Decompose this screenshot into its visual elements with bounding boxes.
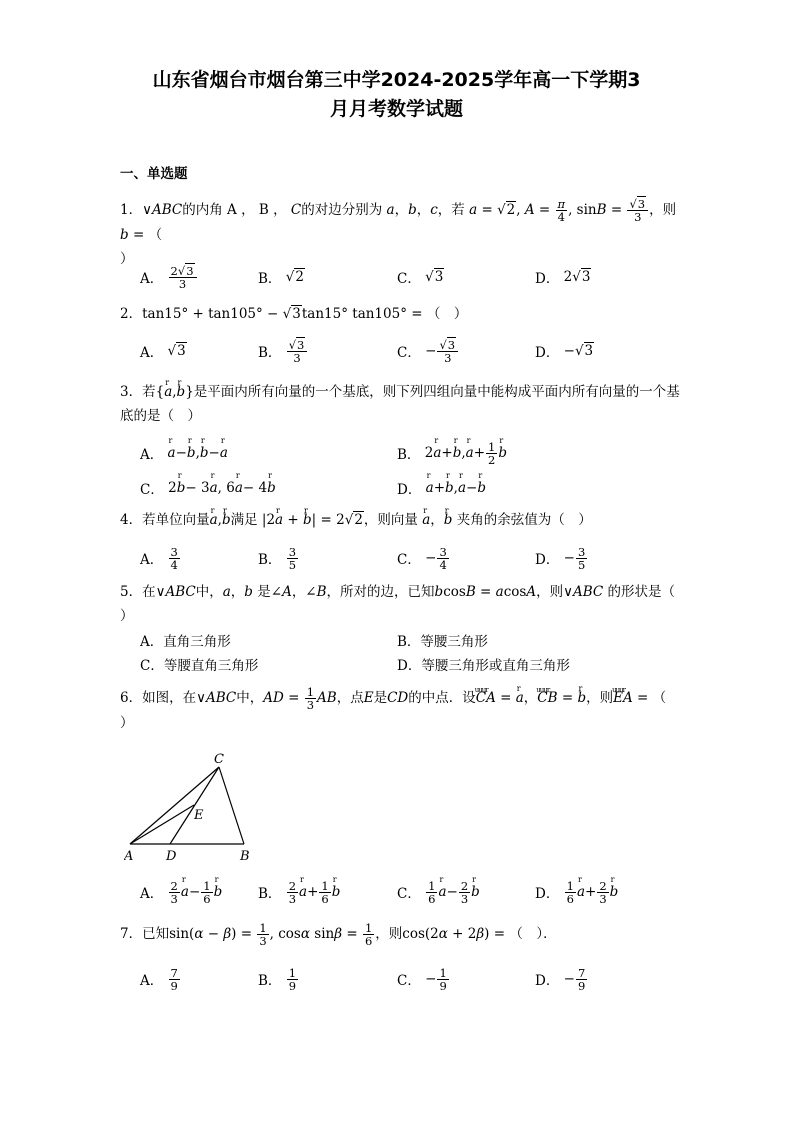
q2-option-d[interactable]: D． − √3 [535, 343, 594, 361]
segment-ae [130, 805, 194, 844]
q5-option-a[interactable]: A．直角三角形 [140, 634, 231, 650]
question-1-options [140, 262, 700, 292]
q5-option-c[interactable]: C．等腰直角三角形 [140, 658, 259, 674]
question-4-options [140, 543, 700, 573]
question-3-options-row1 [140, 438, 700, 468]
title-line-2: 月月考数学试题 [329, 98, 463, 120]
segment-cd [170, 767, 219, 844]
question-2-options [140, 336, 700, 366]
q2-option-a[interactable]: A． √3 [140, 343, 186, 361]
q1-option-d[interactable]: D． 2 √3 [535, 269, 591, 287]
q4-option-a[interactable]: A． $\frac{3}{4}$ [140, 544, 178, 572]
q1-option-a[interactable]: A． $\frac{2√3}{3}$ [140, 262, 198, 292]
triangle-diagram [124, 750, 264, 866]
exam-title [100, 66, 693, 124]
q2-option-b[interactable]: B． $\frac{√3}{3}$ [258, 336, 308, 366]
q5-option-b[interactable]: B．等腰三角形 [397, 634, 488, 650]
q1-option-b[interactable]: B． √2 [258, 269, 304, 287]
q7-option-b[interactable]: B． $\frac{1}{9}$ [258, 965, 297, 993]
question-5: 5．在∨ABC中，a，b 是∠A，∠B，所对的边，已知bcosB = acosA，则∨ABC 的形状是（ ） [120, 584, 676, 624]
question-7-options [140, 964, 700, 994]
question-7: 7．已知sin(α − β) = $\frac{1}{3}$ , cosα sinβ = $\frac{1}{6}$ ，则cos(2α + 2β) = （ ）． [120, 921, 557, 948]
q4-option-d[interactable]: D． − $\frac{3}{5}$ [535, 544, 586, 572]
q7-option-a[interactable]: A． $\frac{7}{9}$ [140, 965, 178, 993]
question-5-options-row2 [140, 649, 700, 679]
q1-option-c[interactable]: C． √3 [397, 269, 444, 287]
label-d: D [166, 849, 177, 864]
question-6-options [140, 877, 700, 907]
side-ac [130, 767, 219, 844]
q6-option-a[interactable]: A． $\frac{2}{3}$ r a − $\frac{1}{6}$ r b [140, 877, 222, 907]
q6-option-c[interactable]: C． $\frac{1}{6}$ r a − $\frac{2}{3}$ r b [397, 877, 480, 907]
question-1: 1．∨ABC的内角 A ， B ， C的对边分别为 a，b，c，若 a = √2, A = $\frac{\pi}{4}$ , sinB = $\frac{√3}{3}$ ，则 b = （ ） [120, 197, 677, 267]
question-4: 4．若单位向量r a,r b满足 |2r a + r b| = 2√2，则向量 r a，r b 夹角的余弦值为（ ） [120, 508, 680, 532]
side-cb [219, 767, 244, 844]
q6-option-d[interactable]: D． $\frac{1}{6}$ r a + $\frac{2}{3}$ r b [535, 877, 618, 907]
q7-option-d[interactable]: D． − $\frac{7}{9}$ [535, 965, 586, 993]
q7-option-c[interactable]: C． − $\frac{1}{9}$ [397, 965, 447, 993]
section-heading: 一、单选题 [120, 166, 188, 182]
question-3: 3．若{r a,r b}是平面内所有向量的一个基底，则下列四组向量中能构成平面内所有向量的一个基底的是（ ） [120, 380, 680, 428]
label-b: B [240, 849, 250, 864]
label-c: C [214, 752, 224, 767]
q5-option-d[interactable]: D．等腰三角形或直角三角形 [397, 658, 570, 674]
q3-option-c[interactable]: C． 2 r b − 3 r a , 6 r a − 4 r b [140, 473, 276, 503]
label-a: A [124, 849, 134, 864]
q6-option-b[interactable]: B． $\frac{2}{3}$ r a + $\frac{1}{6}$ r b [258, 877, 340, 907]
q2-option-c[interactable]: C． − $\frac{√3}{3}$ [397, 336, 459, 366]
q3-option-b[interactable]: B． 2 r a + r b , r a + $\frac{1}{2}$ r b [397, 438, 507, 468]
q3-option-d[interactable]: D． r a + r b , r a − r b [397, 473, 486, 503]
q4-option-c[interactable]: C． − $\frac{3}{4}$ [397, 544, 447, 572]
title-line-1: 山东省烟台市烟台第三中学2024-2025学年高一下学期3 [152, 69, 641, 91]
label-e: E [194, 808, 204, 823]
q4-option-b[interactable]: B． $\frac{3}{5}$ [258, 544, 297, 572]
question-2: 2．tan15° + tan105° − √3tan15° tan105° = （ ） [120, 306, 468, 322]
question-6: 6．如图，在∨ABC中，AD = $\frac{1}{3}$ AB，点E是CD的中点．设uuur CA = r a，uuur CB = r b，则uuur EA = （ ） [120, 686, 680, 735]
q3-option-a[interactable]: A． r a − r b , r b − r a [140, 438, 228, 468]
